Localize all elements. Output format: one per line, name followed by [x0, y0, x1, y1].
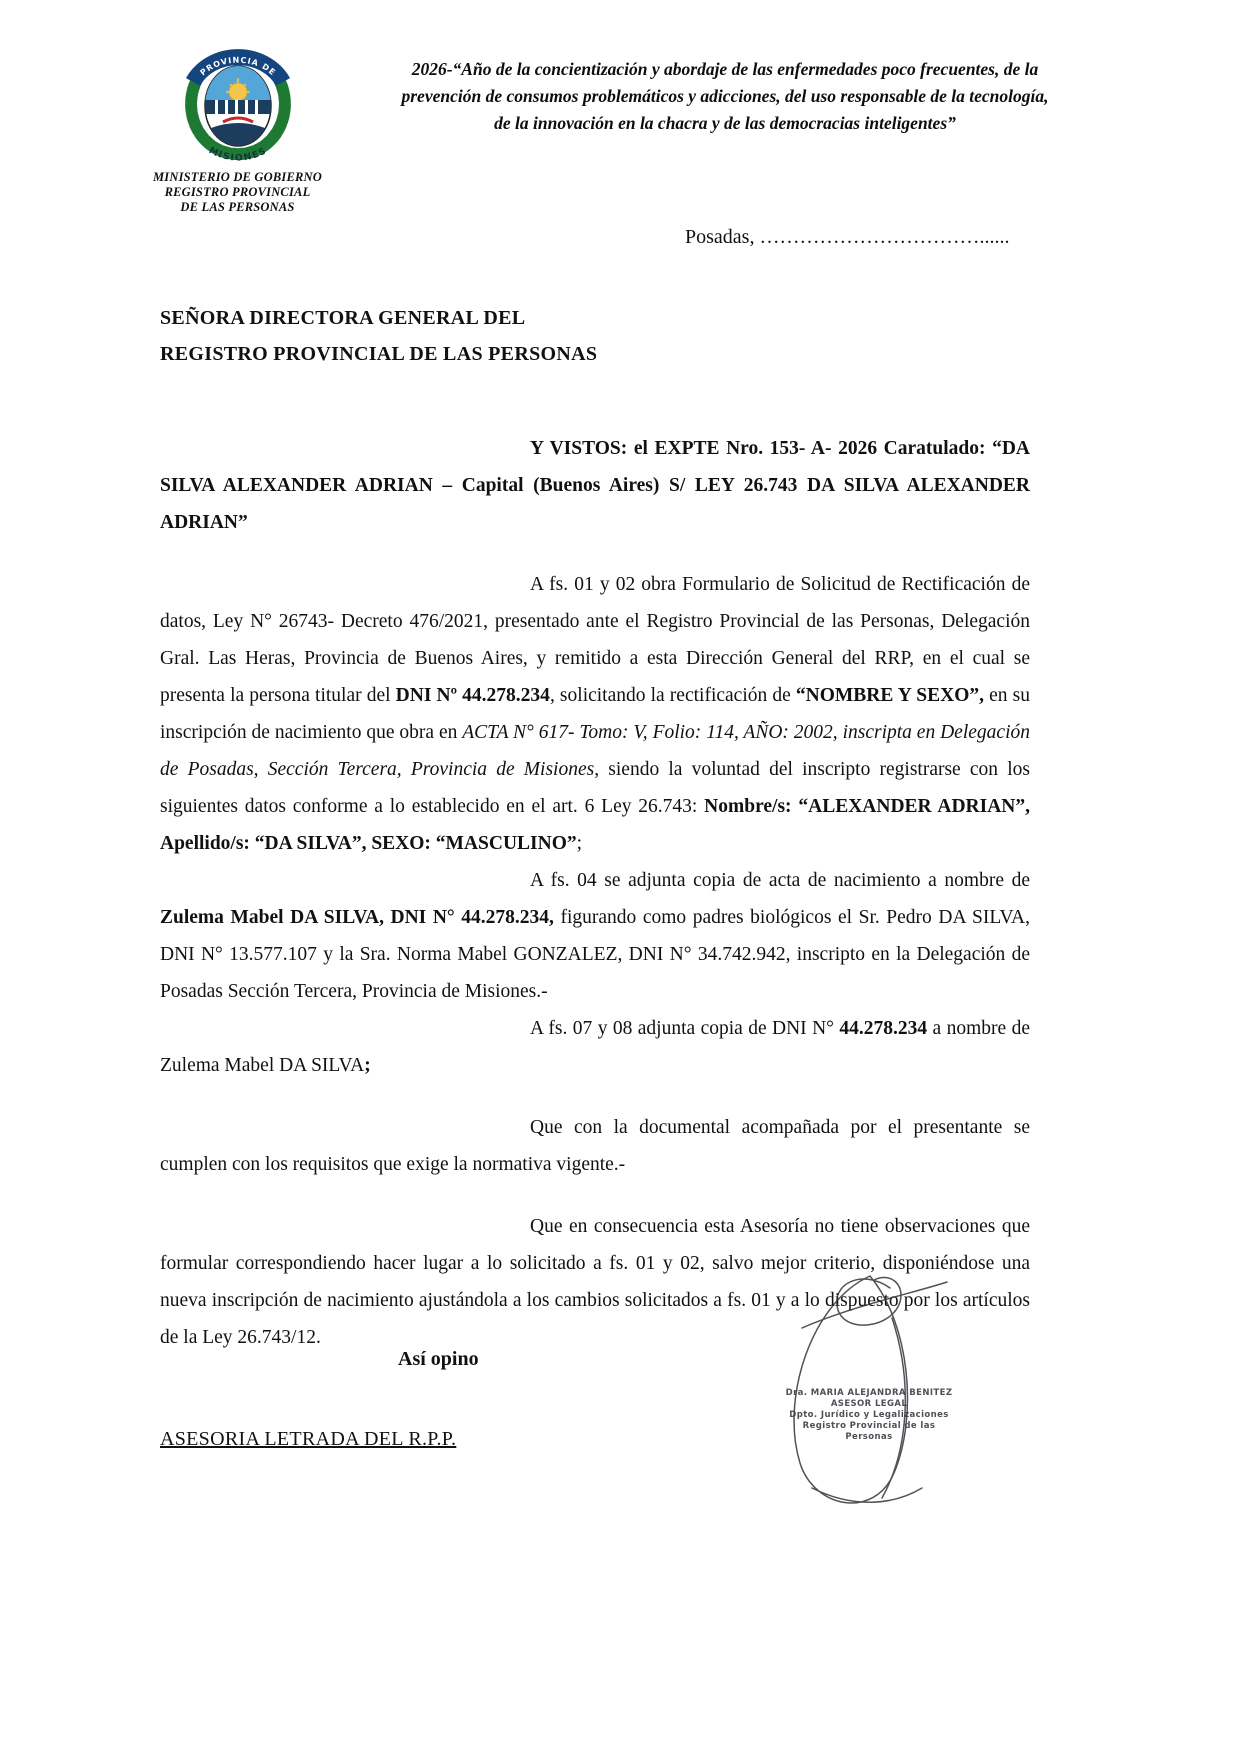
text-run: A fs. 07 y 08 adjunta copia de DNI N° — [530, 1018, 840, 1039]
text-run: A fs. 01 y 02 obra Formulario de Solicitud de Rectificación de datos, Ley N° 26743- Decreto 476/2021, presentado ante el Registro Provincial de las Personas, Delegación Gral. Las Heras, Provincia de Buenos Aires, y remitido a esta Dirección General del RRP, en el cual se presenta la persona titular del — [160, 574, 1030, 706]
addressee-line: REGISTRO PROVINCIAL DE LAS PERSONAS — [160, 343, 598, 365]
text-run: Que en consecuencia esta Asesoría no tiene observaciones que formular correspondiendo hacer lugar a lo solicitado a fs. 01 y 02, salvo mejor criterio, disponiéndose una nueva inscripción de nacimiento ajustándola a los cambios solicitados a fs. 01 y a lo dispuesto por los artículos de la Ley 26.743/12. — [160, 1216, 1030, 1348]
text-run: DNI Nº 44.278.234 — [395, 685, 550, 706]
text-run: Y VISTOS: el EXPTE Nro. 153- A- 2026 Caratulado: “DA SILVA ALEXANDER ADRIAN – Capital (Buenos Aires) S/ LEY 26.743 DA SILVA ALEXANDER ADRIAN” — [160, 438, 1030, 533]
place-date-line: Posadas, ……………………………...... — [685, 226, 1010, 248]
stamp-line: Dra. MARIA ALEJANDRA BENITEZ — [785, 1388, 953, 1398]
office-signature-line: ASESORIA LETRADA DEL R.P.P. — [160, 1428, 457, 1450]
paragraph — [160, 862, 1030, 1010]
text-run: Que con la documental acompañada por el presentante se cumplen con los requisitos que exige la normativa vigente.- — [160, 1117, 1030, 1175]
ministry-title — [120, 170, 355, 215]
text-run: , solicitando la rectificación de — [549, 685, 796, 706]
paragraph — [160, 1010, 1030, 1084]
document-body — [160, 430, 1030, 1356]
legal-advisor-stamp — [784, 1388, 954, 1443]
text-run: Nombre/s: “ALEXANDER ADRIAN”, Apellido/s: “DA SILVA”, SEXO: “MASCULINO” — [160, 796, 1030, 854]
addressee-line: SEÑORA DIRECTORA GENERAL DEL — [160, 307, 526, 329]
text-run: figurando como padres biológicos el Sr. Pedro DA SILVA, DNI N° 13.577.107 y la Sra. Norma Mabel GONZALEZ, DNI N° 34.742.942, inscripto en la Delegación de Posadas Sección Tercera, Provincia de Misiones.- — [160, 907, 1030, 1002]
year-legend-line: 2026-“Año de la concientización y abordaje de las enfermedades poco frecuentes, de la — [411, 59, 1039, 79]
paragraph — [160, 1109, 1030, 1183]
paragraph — [160, 430, 1030, 541]
logo-banner-top-label: PROVINCIA DE — [197, 55, 278, 78]
text-run: ; — [576, 833, 583, 854]
stamp-line: Dpto. Jurídico y Legalizaciones — [789, 1410, 949, 1420]
misiones-coat-of-arms-icon — [163, 34, 313, 166]
text-run: A fs. 04 se adjunta copia de acta de nacimiento a nombre de — [530, 870, 1030, 891]
text-run: en su inscripción de nacimiento que obra en — [160, 685, 1030, 743]
logo-banner-bottom-label: MISIONES — [206, 145, 269, 164]
ministry-line: REGISTRO PROVINCIAL — [164, 185, 311, 199]
paragraph — [160, 566, 1030, 862]
stamp-line: Registro Provincial de las Personas — [802, 1421, 936, 1442]
text-run: ACTA N° 617- Tomo: V, Folio: 114, AÑO: 2002, inscripta en Delegación de Posadas, Sección Tercera, Provincia de Misiones — [160, 722, 1030, 780]
year-legend — [372, 56, 1078, 137]
addressee-block — [160, 300, 597, 372]
ministry-line: MINISTERIO DE GOBIERNO — [152, 170, 323, 184]
text-run: “NOMBRE Y SEXO”, — [795, 685, 984, 706]
ministry-line: DE LAS PERSONAS — [180, 200, 295, 214]
text-run: ; — [364, 1055, 371, 1076]
signature-area — [742, 1258, 992, 1538]
text-run: , siendo la voluntad del inscripto registrarse con los siguientes datos conforme a lo establecido en el art. 6 Ley 26.743: — [160, 759, 1030, 817]
letterhead-logo-block — [120, 34, 355, 215]
stamp-line: ASESOR LEGAL — [830, 1399, 908, 1409]
year-legend-line: de la innovación en la chacra y de las democracias inteligentes” — [494, 113, 956, 133]
text-run: a nombre de Zulema Mabel DA SILVA — [160, 1018, 1030, 1076]
text-run: 44.278.234 — [839, 1018, 928, 1039]
asi-opino-label: Así opino — [398, 1348, 479, 1370]
year-legend-line: prevención de consumos problemáticos y adicciones, del uso responsable de la tecnología, — [401, 86, 1049, 106]
text-run: Zulema Mabel DA SILVA, DNI N° 44.278.234, — [160, 907, 554, 928]
